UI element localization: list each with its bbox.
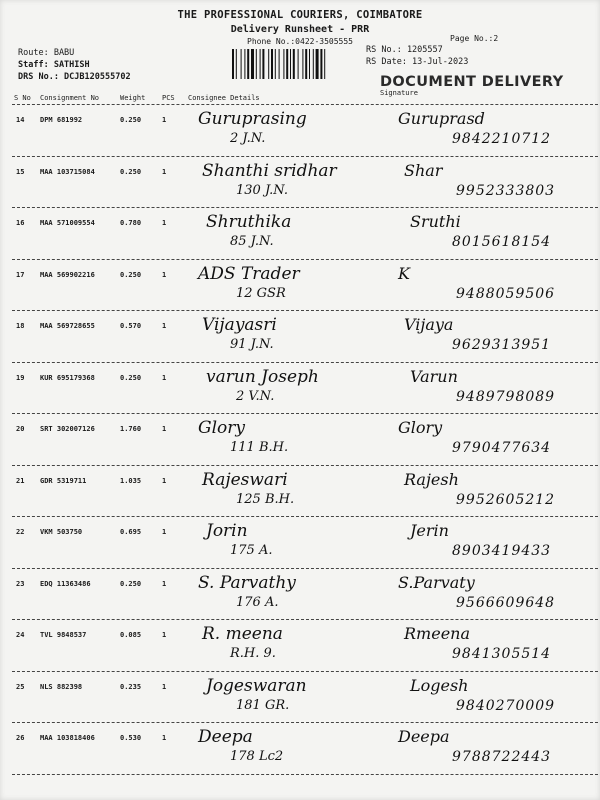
row-consignment-no: MAA 103818406 — [40, 734, 95, 742]
row-divider — [12, 465, 598, 466]
barcode-bar — [302, 49, 303, 79]
row-consignment-no: NLS 882398 — [40, 682, 83, 691]
row-divider — [12, 619, 598, 620]
signature-mark: Vijaya — [404, 315, 454, 334]
signature-mark: Varun — [410, 366, 458, 386]
row-sno: 14 — [16, 116, 25, 124]
barcode-bar — [324, 49, 325, 79]
row-pcs: 1 — [162, 322, 167, 330]
signature-mark: Rmeena — [404, 624, 470, 643]
barcode-bar — [260, 49, 261, 79]
row-pcs: 1 — [162, 682, 167, 691]
row-sno: 16 — [16, 219, 25, 227]
receiver-phone: 9788722443 — [452, 749, 552, 765]
row-pcs: 1 — [162, 270, 167, 279]
row-pcs: 1 — [162, 167, 167, 176]
row-divider — [12, 516, 598, 517]
consignee-name: Glory — [198, 418, 245, 438]
signature-mark: Rajesh — [404, 469, 459, 489]
row-divider — [12, 362, 598, 363]
row-weight: 1.760 — [120, 425, 142, 433]
row-pcs: 1 — [162, 219, 167, 227]
drs-number: DRS No.: DCJB120555702 — [18, 72, 131, 82]
consignee-name: Shanthi sridhar — [202, 160, 337, 181]
row-sno: 19 — [16, 373, 25, 382]
row-consignment-no: TVL 9848537 — [40, 631, 87, 639]
row-weight: 0.235 — [120, 682, 142, 691]
consignee-address: 91 J.N. — [230, 337, 274, 352]
row-pcs: 1 — [162, 734, 167, 742]
signature-mark: Guruprasd — [398, 109, 485, 128]
row-sno: 15 — [16, 167, 25, 176]
consignee-address: 111 B.H. — [230, 440, 289, 455]
receiver-phone: 9790477634 — [452, 440, 552, 456]
consignee-address: 2 V.N. — [236, 388, 275, 404]
signature-mark: Sruthi — [410, 212, 461, 231]
row-sno: 17 — [16, 270, 25, 279]
col-header-consignee: Consignee Details — [188, 94, 260, 102]
phone-number: Phone No.:0422-3505555 — [247, 37, 353, 46]
row-divider — [12, 568, 598, 569]
barcode-bar — [236, 49, 237, 79]
row-pcs: 1 — [162, 631, 167, 639]
barcode-bar — [293, 49, 295, 79]
receiver-phone: 8903419433 — [452, 543, 552, 559]
col-header-sno: S No — [14, 94, 31, 102]
header-divider — [12, 104, 598, 105]
consignee-name: S. Parvathy — [198, 572, 296, 593]
signature-mark: K — [398, 263, 410, 283]
barcode-bar — [275, 49, 276, 79]
row-divider — [12, 156, 598, 157]
row-consignment-no: MAA 571009554 — [40, 219, 95, 227]
col-header-consignment: Consignment No — [40, 94, 100, 102]
row-sno: 21 — [16, 476, 25, 485]
col-header-pcs: PCS — [162, 94, 175, 102]
barcode-bar — [313, 49, 314, 79]
row-divider — [12, 671, 598, 672]
barcode-bar — [320, 49, 322, 79]
row-weight: 0.530 — [120, 734, 142, 742]
company-name: THE PROFESSIONAL COURIERS, COIMBATORE — [177, 9, 423, 21]
consignee-name: Shruthika — [206, 212, 292, 232]
row-sno: 25 — [16, 682, 25, 691]
barcode-bar — [232, 49, 234, 79]
consignee-name: Rajeswari — [202, 469, 288, 490]
row-weight: 0.250 — [120, 270, 142, 279]
row-consignment-no: KUR 695179368 — [40, 373, 95, 382]
row-sno: 18 — [16, 322, 25, 330]
consignee-address: 176 A. — [236, 594, 279, 610]
barcode-bar — [244, 49, 245, 79]
row-pcs: 1 — [162, 579, 167, 588]
row-divider — [12, 774, 598, 775]
barcode-bar — [251, 49, 254, 79]
row-consignment-no: DPM 681992 — [40, 116, 83, 124]
signature-mark: S.Parvaty — [398, 572, 475, 592]
consignee-address: 178 Lc2 — [230, 749, 284, 764]
barcode-bar — [262, 49, 264, 79]
rs-date: RS Date: 13-Jul-2023 — [366, 57, 469, 67]
signature-mark: Jerin — [410, 521, 449, 540]
barcode-bar — [309, 49, 310, 79]
consignee-name: varun Joseph — [206, 366, 319, 387]
route-label: Route: BABU — [18, 48, 75, 58]
row-pcs: 1 — [162, 476, 167, 485]
barcode-bar — [298, 49, 299, 79]
receiver-phone: 9566609648 — [456, 594, 556, 611]
row-consignment-no: MAA 103715084 — [40, 167, 95, 176]
row-weight: 0.250 — [120, 579, 142, 588]
row-pcs: 1 — [162, 425, 167, 433]
consignee-address: 12 GSR — [236, 285, 286, 301]
receiver-phone: 9842210712 — [452, 131, 552, 147]
row-weight: 0.695 — [120, 528, 142, 536]
row-divider — [12, 310, 598, 311]
barcode-bar — [286, 49, 288, 79]
row-sno: 24 — [16, 631, 25, 639]
consignee-name: Vijayasri — [202, 315, 277, 335]
receiver-phone: 9488059506 — [456, 285, 556, 302]
barcode-bar — [290, 49, 291, 79]
row-weight: 0.250 — [120, 167, 142, 176]
row-pcs: 1 — [162, 116, 167, 124]
row-consignment-no: EDQ 11363486 — [40, 579, 91, 588]
row-weight: 0.250 — [120, 373, 142, 382]
consignee-address: R.H. 9. — [230, 646, 276, 661]
consignee-name: Deepa — [198, 727, 253, 747]
row-weight: 0.780 — [120, 219, 142, 227]
signature-mark: Deepa — [398, 727, 450, 746]
consignee-address: 181 GR. — [236, 697, 290, 713]
barcode-bar — [305, 49, 307, 79]
barcode-bar — [268, 49, 269, 79]
row-weight: 0.085 — [120, 631, 142, 639]
signature-mark: Logesh — [410, 675, 469, 695]
consignee-address: 175 A. — [230, 543, 273, 558]
document-title: Delivery Runsheet - PRR — [230, 24, 370, 35]
consignee-name: Guruprasing — [198, 109, 307, 129]
receiver-phone: 8015618154 — [452, 234, 552, 250]
col-header-weight: Weight — [120, 94, 146, 102]
barcode-icon — [232, 49, 350, 79]
row-consignment-no: VKM 503750 — [40, 528, 83, 536]
row-divider — [12, 413, 598, 414]
consignee-name: Jogeswaran — [206, 675, 307, 696]
receiver-phone: 9629313951 — [452, 337, 552, 353]
consignee-address: 2 J.N. — [230, 131, 266, 146]
receiver-phone: 9841305514 — [452, 646, 552, 662]
consignee-name: ADS Trader — [198, 263, 300, 284]
row-sno: 23 — [16, 579, 25, 588]
barcode-bar — [271, 49, 273, 79]
row-divider — [12, 207, 598, 208]
row-weight: 0.570 — [120, 322, 142, 330]
row-divider — [12, 722, 598, 723]
consignee-address: 125 B.H. — [236, 491, 295, 507]
staff-label: Staff: SATHISH — [18, 60, 90, 70]
document-delivery-stamp: DOCUMENT DELIVERY — [380, 74, 564, 90]
row-weight: 0.250 — [120, 116, 142, 124]
row-weight: 1.035 — [120, 476, 142, 485]
page-number: Page No.:2 — [450, 34, 499, 43]
row-consignment-no: GDR 5319711 — [40, 476, 87, 485]
consignee-name: R. meena — [202, 624, 283, 644]
rs-number: RS No.: 1205557 — [366, 45, 443, 55]
barcode-bar — [256, 49, 257, 79]
row-sno: 20 — [16, 425, 25, 433]
barcode-bar — [316, 49, 319, 79]
barcode-bar — [279, 49, 280, 79]
col-header-signature: Signature — [380, 89, 418, 97]
barcode-bar — [241, 49, 242, 79]
receiver-phone: 9952333803 — [456, 182, 556, 199]
consignee-name: Jorin — [206, 521, 248, 541]
consignee-address: 85 J.N. — [230, 234, 274, 249]
barcode-bar — [247, 49, 249, 79]
row-sno: 26 — [16, 734, 25, 742]
signature-mark: Glory — [398, 418, 443, 437]
row-consignment-no: MAA 569902216 — [40, 270, 95, 279]
row-divider — [12, 259, 598, 260]
row-sno: 22 — [16, 528, 25, 536]
row-consignment-no: MAA 569728655 — [40, 322, 95, 330]
receiver-phone: 9840270009 — [456, 697, 556, 714]
receiver-phone: 9952605212 — [456, 491, 556, 508]
signature-mark: Shar — [404, 160, 443, 180]
barcode-bar — [283, 49, 284, 79]
row-pcs: 1 — [162, 373, 167, 382]
receiver-phone: 9489798089 — [456, 388, 556, 405]
consignee-address: 130 J.N. — [236, 182, 288, 198]
row-pcs: 1 — [162, 528, 167, 536]
row-consignment-no: SRT 302007126 — [40, 425, 95, 433]
